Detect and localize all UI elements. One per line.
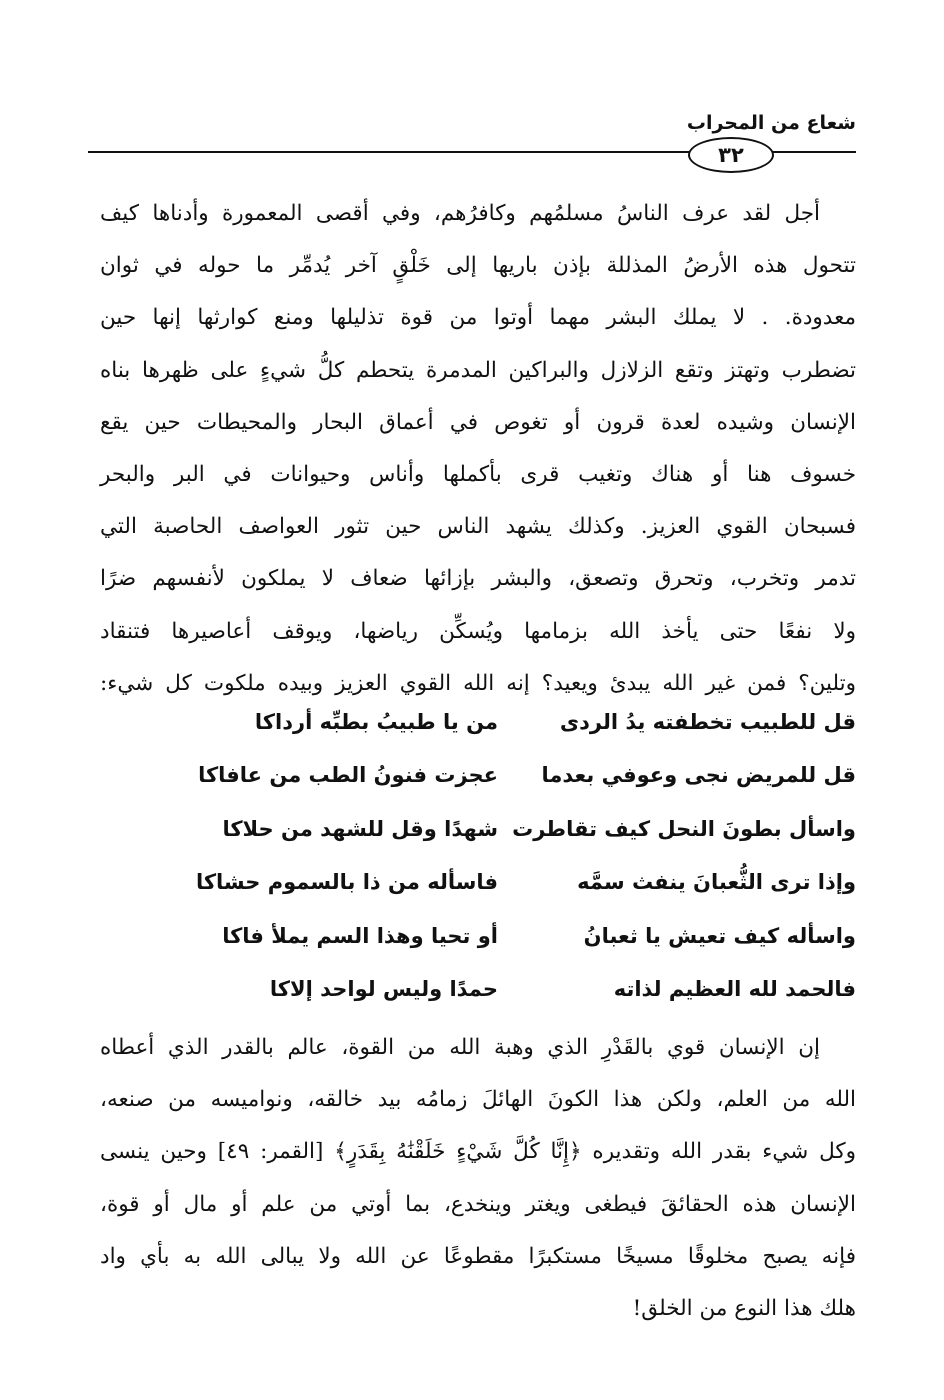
verse-second-hemistich: من يا طبيبُ بطبِّه أرداكا <box>254 709 498 734</box>
paragraph-line: الإنسان هذه الحقائقَ فيطغى ويغتر وينخدع، بما أوتي من علم أو مال أو قوة، <box>100 1191 856 1217</box>
poem-verse <box>100 856 856 910</box>
paragraph-line: أجل لقد عرف الناسُ مسلمُهم وكافرُهم، وفي أقصى المعمورة وأدناها كيف <box>100 201 820 226</box>
paragraph-line: فإنه يصبح مخلوقًا مسيخًا مستكبرًا مقطوعًا عن الله ولا يبالى الله به بأي واد <box>100 1243 856 1269</box>
paragraph-line: إن الإنسان قوي بالقَدْرِ الذي وهبة الله من القوة، عالم بالقدر الذي أعطاه <box>100 1035 820 1060</box>
paragraph-line: فسبحان القوي العزيز. وكذلك يشهد الناس حين تثور العواصف الحاصبة التي <box>100 514 856 540</box>
running-title: شعاع من المحراب <box>686 112 856 134</box>
verse-first-hemistich: قل للطبيب تخطفته يدُ الردى <box>559 709 856 734</box>
paragraph-line: هلك هذا النوع من الخلق! <box>632 1296 856 1322</box>
verse-first-hemistich: فالحمد لله العظيم لذاته <box>613 977 856 1002</box>
verse-first-hemistich: واسأل بطونَ النحل كيف تقاطرت <box>512 816 856 841</box>
paragraph-line: معدودة. . لا يملك البشر مهما أوتوا من قوة تذليلها ومنع كوارثها إنها حين <box>100 305 856 331</box>
paragraph-line: تدمر وتخرب، وتحرق وتصعق، والبشر بإزائها ضعاف لا يملكون لأنفسهم ضرًا <box>100 566 856 592</box>
paragraph-1 <box>100 188 856 710</box>
paragraph-line: تضطرب وتهتز وتقع الزلازل والبراكين المدمرة يتحطم كلُّ شيءٍ على ظهرها بناه <box>100 357 856 383</box>
verse-first-hemistich: وإذا ترى الثُّعبانَ ينفث سمَّه <box>577 870 856 895</box>
paragraph-line: وتلين؟ فمن غير الله يبدئ ويعيد؟ إنه الله القوي العزيز وبيده ملكوت كل شيء: <box>100 670 856 696</box>
verse-second-hemistich: شهدًا وقل للشهد من حلاكا <box>222 816 498 841</box>
paragraph-line: الإنسان وشيده لعدة قرون أو تغوص في أعماق البحار والمحيطات حين يقع <box>100 409 856 435</box>
paragraph-line: وكل شيء بقدر الله وتقديره ﴿إِنَّا كُلَّ شَيْءٍ خَلَقْنَٰهُ بِقَدَرٍ﴾ [القمر: ٤٩] وحين ينسى <box>100 1139 857 1165</box>
poem <box>100 695 856 1016</box>
poem-verse <box>100 802 856 856</box>
poem-verse <box>100 909 856 963</box>
paragraph-line: ولا نفعًا حتى يأخذ الله بزمامها ويُسكِّن رياضها، ويوقف أعاصيرها فتنقاد <box>100 618 856 644</box>
paragraph-line: تتحول هذه الأرضُ المذللة بإذن باريها إلى خَلْقٍ آخر يُدمِّر ما حوله في ثوان <box>100 253 856 279</box>
verse-second-hemistich: عجزت فنونُ الطب من عافاكا <box>198 763 498 788</box>
paragraph-line: الله من العلم، ولكن هذا الكونَ الهائلَ زمامُه بيد خالقه، ونواميسه من صنعه، <box>100 1087 856 1113</box>
poem-verse <box>100 749 856 803</box>
poem-verse <box>100 695 856 749</box>
poem-verse <box>100 963 856 1017</box>
verse-second-hemistich: فاسأله من ذا بالسموم حشاكا <box>195 870 498 895</box>
page-number: ٣٢ <box>688 137 774 173</box>
verse-second-hemistich: أو تحيا وهذا السم يملأ فاكا <box>222 923 498 948</box>
verse-first-hemistich: واسأله كيف تعيش يا ثعبانُ <box>583 923 856 948</box>
paragraph-line: خسوف هنا أو هناك وتغيب قرى بأكملها وأناس وحيوانات في البر والبحر <box>100 462 856 488</box>
verse-first-hemistich: قل للمريض نجى وعوفي بعدما <box>541 763 856 788</box>
verse-second-hemistich: حمدًا وليس لواحد إلاكا <box>269 977 498 1002</box>
paragraph-2 <box>100 1022 856 1335</box>
